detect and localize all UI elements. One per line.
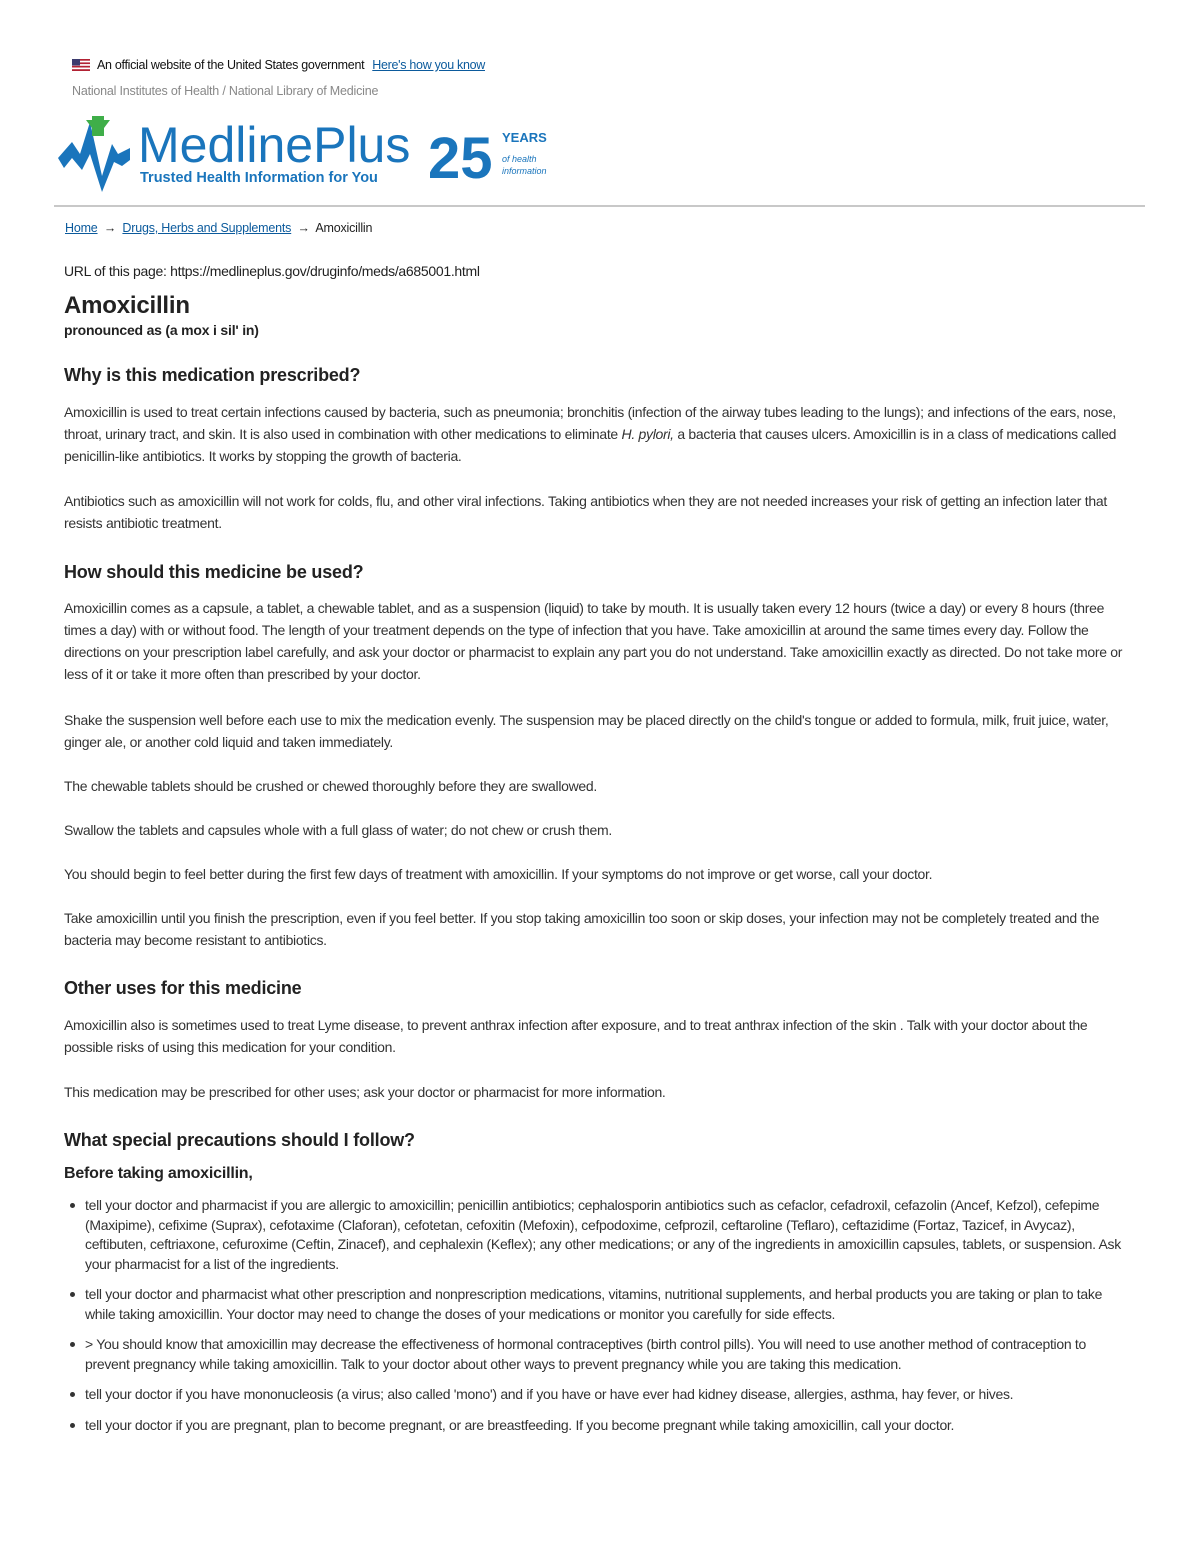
breadcrumb	[65, 221, 372, 235]
section-heading-why: Why is this medication prescribed?	[64, 365, 361, 385]
anniversary-number: 25	[428, 126, 493, 191]
breadcrumb-current: Amoxicillin	[315, 221, 373, 235]
h-pylori-term: H. pylori,	[621, 426, 674, 442]
how-paragraph-4: Swallow the tablets and capsules whole with a full glass of water; do not chew or crush them.	[64, 822, 612, 838]
breadcrumb-home-link[interactable]: Home	[65, 221, 98, 235]
list-item: tell your doctor if you are pregnant, plan to become pregnant, or are breastfeeding. If you become pregnant while taking amoxicillin, call your doctor.	[64, 1416, 1124, 1436]
medlineplus-logo[interactable]	[58, 114, 568, 194]
page-title: Amoxicillin	[64, 292, 190, 319]
precautions-subheading: Before taking amoxicillin,	[64, 1165, 253, 1182]
list-item: > You should know that amoxicillin may decrease the effectiveness of hormonal contraceptives (birth control pills). You will need to use another method of contraception to prevent pregnancy while taking amoxicillin. Talk to your doctor about other ways to prevent pregnancy while you are taking this medication.	[64, 1335, 1124, 1374]
how-paragraph-5: You should begin to feel better during the first few days of treatment with amoxicillin. If your symptoms do not improve or get worse, call your doctor.	[64, 866, 933, 882]
other-paragraph-2: This medication may be prescribed for other uses; ask your doctor or pharmacist for more information.	[64, 1084, 666, 1100]
anniversary-sub1: of health	[502, 154, 537, 164]
how-paragraph-1: Amoxicillin comes as a capsule, a tablet, a chewable tablet, and as a suspension (liquid) to take by mouth. It is usually taken every 12 hours (twice a day) or every 8 hours (three times a day) with or without food. The length of your treatment depends on the type of infection that you have. Take amoxicillin at around the same times every day. Follow the directions on your prescription label carefully, and ask your doctor or pharmacist to explain any part you do not understand. Take amoxicillin exactly as directed. Do not take more or less of it or take it more often than prescribed by your doctor.	[64, 600, 1123, 682]
list-item: tell your doctor and pharmacist what other prescription and nonprescription medications, vitamins, nutritional supplements, and herbal products you are taking or plan to take while taking amoxicillin. Your doctor may need to change the doses of your medications or monitor you carefully for side effects.	[64, 1285, 1124, 1324]
breadcrumb-drugs-link[interactable]: Drugs, Herbs and Supplements	[122, 221, 292, 235]
us-flag-icon	[72, 59, 90, 71]
other-paragraph-1: Amoxicillin also is sometimes used to treat Lyme disease, to prevent anthrax infection after exposure, and to treat anthrax infection of the skin . Talk with your doctor about the possible risks of using this medication for your condition.	[64, 1017, 1088, 1055]
section-heading-how: How should this medicine be used?	[64, 562, 364, 582]
header-divider	[54, 205, 1145, 207]
gov-banner	[72, 58, 485, 72]
anniversary-sub2: information	[502, 166, 547, 176]
nih-nlm-line: National Institutes of Health / National Library of Medicine	[72, 84, 379, 98]
logo-tagline: Trusted Health Information for You	[140, 170, 378, 186]
how-paragraph-2: Shake the suspension well before each use to mix the medication evenly. The suspension may be placed directly on the child's tongue or added to formula, milk, fruit juice, water, ginger ale, or another cold liquid and taken immediately.	[64, 712, 1109, 750]
section-heading-precautions: What special precautions should I follow?	[64, 1130, 415, 1150]
why-paragraph-2: Antibiotics such as amoxicillin will not work for colds, flu, and other viral infections. Taking antibiotics when they are not needed increases your risk of getting an infection later that resists antibiotic treatment.	[64, 493, 1107, 531]
gov-banner-text: An official website of the United States government	[97, 58, 365, 72]
precautions-list	[64, 1196, 1124, 1446]
anniversary-years: YEARS	[502, 130, 547, 145]
medlineplus-mark-icon	[58, 116, 130, 192]
breadcrumb-separator: →	[103, 221, 117, 235]
list-item: tell your doctor and pharmacist if you are allergic to amoxicillin; penicillin antibiotics; cephalosporin antibiotics such as cefaclor, cefadroxil, cefazolin (Ancef, Kefzol), cefepime (Maxipime), cefixime (Suprax), cefotaxime (Claforan), cefotetan, cefoxitin (Mefoxin), cefpodoxime, cefprozil, ceftaroline (Teflaro), ceftazidime (Fortaz, Tazicef, in Avycaz), ceftibuten, ceftriaxone, cefuroxime (Ceftin, Zinacef), and cephalexin (Keflex); any other medications; or any of the ingredients in amoxicillin capsules, tablets, or suspension. Ask your pharmacist for a list of the ingredients.	[64, 1196, 1124, 1274]
how-paragraph-6: Take amoxicillin until you finish the prescription, even if you feel better. If you stop taking amoxicillin too soon or skip doses, your infection may not be completely treated and the bacteria may become resistant to antibiotics.	[64, 910, 1100, 948]
heres-how-you-know-link[interactable]: Here's how you know	[372, 58, 485, 72]
how-paragraph-3: The chewable tablets should be crushed or chewed thoroughly before they are swallowed.	[64, 778, 597, 794]
page-url: URL of this page: https://medlineplus.gov/druginfo/meds/a685001.html	[64, 263, 480, 279]
breadcrumb-separator: →	[297, 221, 310, 235]
logo-title: MedlinePlus	[138, 117, 411, 173]
list-item: tell your doctor if you have mononucleosis (a virus; also called 'mono') and if you have or have ever had kidney disease, allergies, asthma, hay fever, or hives.	[64, 1385, 1124, 1405]
pronunciation: pronounced as (a mox i sil' in)	[64, 322, 259, 338]
why-paragraph-1: Amoxicillin is used to treat certain infections caused by bacteria, such as pneumonia; bronchitis (infection of the airway tubes leading to the lungs); and infections of the ears, nose, throat, urinary tract, and skin. It is also used in combination with other medications to eliminate H. pylori, a bacteria that causes ulcers. Amoxicillin is in a class of medications called penicillin-like antibiotics. It works by stopping the growth of bacteria.	[64, 404, 1117, 464]
section-heading-other-uses: Other uses for this medicine	[64, 978, 302, 998]
